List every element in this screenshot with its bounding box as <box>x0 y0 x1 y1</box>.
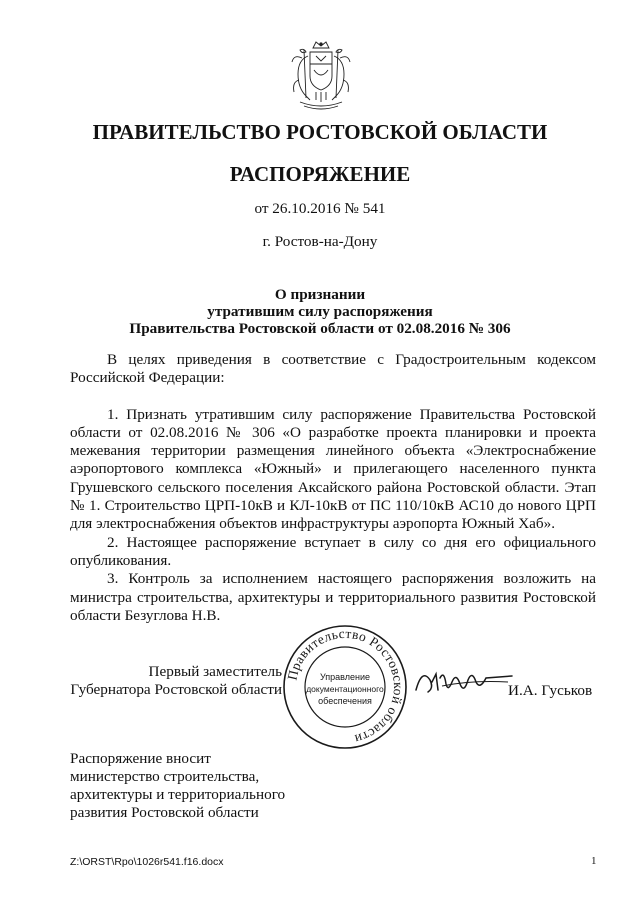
prepared-by-line: министерство строительства, <box>70 768 260 785</box>
page-number: 1 <box>591 855 597 867</box>
stamp-ring-text: Правительство Ростовской области <box>284 625 407 747</box>
document-subject <box>0 286 640 337</box>
subject-line: Правительства Ростовской области от 02.08.2016 № 306 <box>129 320 511 337</box>
body-item-2: 2. Настоящее распоряжение вступает в силу со дня его официального опубликования. <box>70 533 596 569</box>
handwritten-signature <box>412 660 516 700</box>
stamp-inner-line: документационного <box>306 684 384 694</box>
position-line: Губернатора Ростовской области <box>70 681 282 698</box>
prepared-by-line: архитектуры и территориального <box>70 786 286 803</box>
stamp-inner-line: обеспечения <box>318 696 372 706</box>
subject-line: утратившим силу распоряжения <box>207 303 433 320</box>
footer-file-path: Z:\ORST\Rpo\1026r541.f16.docx <box>70 856 224 868</box>
prepared-by-line: Распоряжение вносит <box>70 750 211 767</box>
stamp-inner-line: Управление <box>319 672 371 682</box>
document-body <box>70 351 596 625</box>
preamble-paragraph: В целях приведения в соответствие с Градостроительным кодексом Российской Федерации: <box>70 351 596 387</box>
signatory-position <box>70 663 282 699</box>
body-item-3: 3. Контроль за исполнением настоящего распоряжения возложить на министра строительства, архитектуры и территориального развития Ростовской области Безуглова Н.В. <box>70 570 596 624</box>
prepared-by-block <box>70 750 285 822</box>
document-city: г. Ростов-на-Дону <box>262 233 378 250</box>
coat-of-arms-icon <box>286 40 356 112</box>
prepared-by-line: развития Ростовской области <box>70 804 259 821</box>
signatory-name: И.А. Гуськов <box>508 682 593 699</box>
subject-line: О признании <box>274 286 366 303</box>
body-item-1: 1. Признать утратившим силу распоряжение Правительства Ростовской области от 02.08.2016 № 306 «О разработке проекта планировки и проекта межевания территории размещения линейного объекта «Электроснабжение аэропортового комплекса «Южный» и прилегающего населенного пункта Грушевского сельского поселения Аксайского района Ростовской области. Этап № 1. Строительство ЦРП-10кВ и КЛ-10кВ от ПС 110/10кВ АС10 до нового ЦРП для электроснабжения объектов инфраструктуры аэропорта Южный Хаб». <box>70 405 596 533</box>
organization-title: ПРАВИТЕЛЬСТВО РОСТОВСКОЙ ОБЛАСТИ <box>92 120 548 144</box>
document-date-number: от 26.10.2016 № 541 <box>254 200 386 217</box>
official-stamp <box>280 622 410 752</box>
document-type: РАСПОРЯЖЕНИЕ <box>229 162 411 186</box>
position-line: Первый заместитель <box>148 663 282 680</box>
